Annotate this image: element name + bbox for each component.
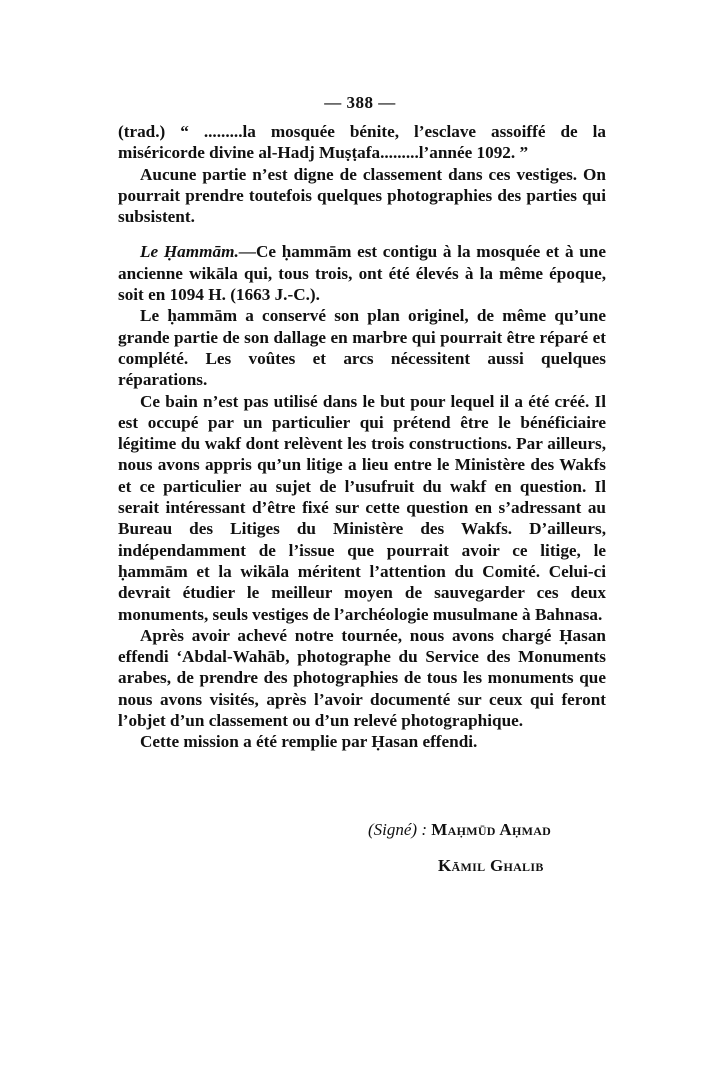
- paragraph-hammam-intro: [118, 241, 606, 305]
- paragraph-hammam-intro-text: —Ce ḥammām est contigu à la mosquée et à une ancienne wikāla qui, tous trois, ont été élevés à la même époque, soit en 1094 H. (1663 J.-C.).: [118, 242, 606, 305]
- signatory-2: Kāmil Ghalib: [438, 856, 544, 875]
- page-number: — 388 —: [324, 93, 396, 112]
- paragraph-bath-usage: Ce bain n’est pas utilisé dans le but pour lequel il a été créé. Il est occupé par un particulier qui prétend être le bénéficiaire légitime du wakf dont relèvent les trois constructions. Par ailleurs, nous avons appris qu’un litige a lieu entre le Ministère des Wakfs et ce particulier au sujet de l’usufruit du wakf en question. Il serait intéressant d’être fixé sur cette question en s’adressant au Bureau des Litiges du Ministère des Wakfs. D’ailleurs, indépendamment de l’issue que pourrait avoir ce litige, le ḥammām et la wikāla méritent l’attention du Comité. Celui-ci devrait étudier le meilleur moyen de sauvegarder ces deux monuments, seuls vestiges de l’archéologie musulmane à Bahnasa.: [118, 391, 606, 624]
- paragraph-classification: Aucune partie n’est digne de classement dans ces vestiges. On pourrait prendre toutefois quelques photographies des parties qui subsistent.: [118, 164, 606, 227]
- paragraph-translation: (trad.) “ .........la mosquée bénite, l’esclave assoiffé de la miséricorde divine al-Hadj Muṣṭafa.........l’année 1092. ”: [118, 122, 606, 163]
- signature-line-1: [368, 820, 648, 840]
- paragraph-mission: Cette mission a été remplie par Ḥasan effendi.: [140, 732, 478, 752]
- body-text: [118, 121, 606, 753]
- signature-label: (Signé) :: [368, 820, 428, 839]
- signatory-1: Maḥmūd Aḥmad: [431, 820, 552, 839]
- paragraph-hammam-plan: Le ḥammām a conservé son plan originel, de même qu’une grande partie de son dallage en marbre qui pourrait être réparé et complété. Les voûtes et arcs nécessitent aussi quelques réparations.: [118, 306, 606, 390]
- signature-block: [368, 820, 648, 876]
- paragraph-photographs: Après avoir achevé notre tournée, nous avons chargé Ḥasan effendi ‘Abdal-Wahāb, photographe du Service des Monuments arabes, de prendre des photographies de tous les monuments que nous avons visités, après l’avoir documenté sur ceux qui feront l’objet d’un classement ou d’un relevé photographique.: [118, 625, 606, 731]
- section-title: Le Ḥammām.: [140, 242, 239, 262]
